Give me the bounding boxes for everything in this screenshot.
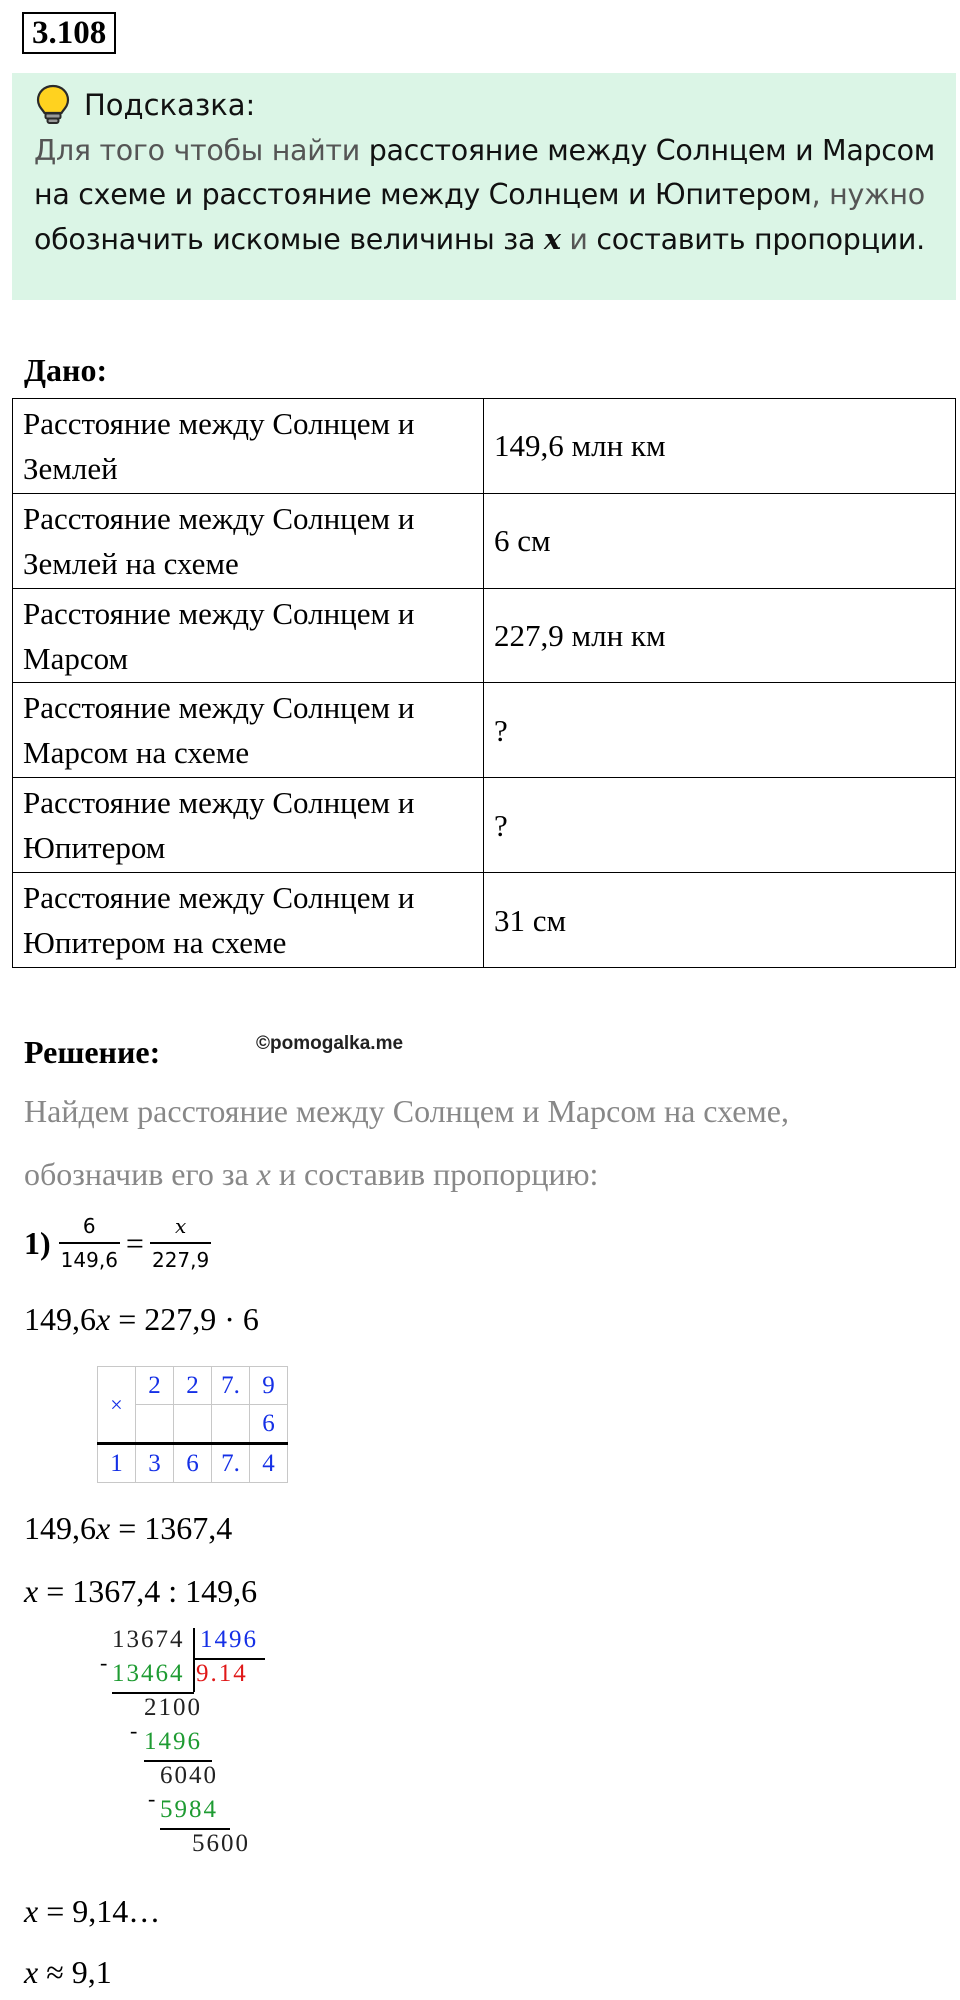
intro-variable: x (256, 1156, 271, 1192)
equation-line (24, 1954, 112, 1991)
mult-digit: 2 (174, 1367, 212, 1405)
mult-digit (174, 1405, 212, 1444)
equation-line (24, 1510, 232, 1547)
equation-variable: x (24, 1893, 39, 1929)
given-quantity: Расстояние между Солнцем и Землей на схеме (13, 493, 484, 588)
equation-variable: x (24, 1573, 39, 1609)
hint-header (24, 83, 944, 127)
mult-digit: 9 (250, 1367, 288, 1405)
dividend: 13674 (112, 1626, 185, 1653)
minus-sign: - (148, 1786, 156, 1811)
equation-line (24, 1573, 257, 1610)
hint-text-emphasis: обозначить искомые величины за (34, 223, 544, 256)
table-row (13, 683, 956, 778)
given-label: Дано: (24, 352, 108, 388)
equals-sign: = (125, 1224, 144, 1261)
given-table (12, 398, 956, 968)
equation-variable: x (24, 1954, 39, 1990)
watermark: ©pomogalka.me (256, 1033, 404, 1054)
subtrahend: 1496 (144, 1728, 202, 1755)
equation-variable: x (96, 1301, 111, 1337)
minus-sign: - (130, 1718, 138, 1743)
equation-text: = 227,9 · 6 (110, 1301, 259, 1337)
given-quantity: Расстояние между Солнцем и Юпитером на схеме (13, 873, 484, 968)
hint-text-part: , нужно (811, 178, 925, 211)
given-quantity: Расстояние между Солнцем и Марсом (13, 588, 484, 683)
mult-digit: 6 (174, 1444, 212, 1483)
given-value: 227,9 млн км (484, 588, 956, 683)
equation-variable: x (96, 1510, 111, 1546)
mult-digit: 2 (136, 1367, 174, 1405)
equation-text: ≈ 9,1 (38, 1954, 112, 1990)
mult-result-row (98, 1444, 288, 1483)
fraction-right (150, 1214, 211, 1272)
fraction-denominator: 149,6 (60, 1248, 118, 1272)
table-row (13, 873, 956, 968)
equation-text: = 9,14… (38, 1893, 161, 1929)
mult-digit: 7. (212, 1367, 250, 1405)
hint-box (12, 73, 956, 300)
given-value: 6 см (484, 493, 956, 588)
remainder: 5600 (192, 1830, 250, 1857)
mult-row (98, 1367, 288, 1405)
hint-variable: x (543, 222, 561, 256)
multiply-sign: × (98, 1367, 136, 1444)
solution-intro-line: Найдем расстояние между Солнцем и Марсом на схеме, (24, 1093, 789, 1129)
fraction-numerator: x (150, 1214, 211, 1244)
remainder: 6040 (160, 1762, 218, 1789)
hint-text-emphasis: расстояние между Солнцем и Марсом на схеме и расстояние между Солнцем и Юпитером (34, 134, 935, 211)
mult-digit: 1 (98, 1444, 136, 1483)
fraction-numerator: 6 (59, 1214, 120, 1244)
intro-text: и составив пропорцию: (270, 1156, 599, 1192)
divisor: 1496 (200, 1626, 258, 1653)
hint-text (34, 129, 944, 262)
hint-text-part: Для того чтобы найти (34, 134, 369, 167)
mult-digit: 7. (212, 1444, 250, 1483)
division-bracket (193, 1628, 195, 1692)
intro-text: обозначив его за (24, 1156, 257, 1192)
solution-label: Решение: (24, 1034, 161, 1070)
given-quantity: Расстояние между Солнцем и Марсом на схеме (13, 683, 484, 778)
task-number: 3.108 (22, 12, 116, 54)
lightbulb-icon (36, 84, 70, 126)
given-quantity: Расстояние между Солнцем и Землей (13, 399, 484, 494)
hint-text-emphasis: составить пропорции (596, 223, 917, 256)
proportion-equation (24, 1214, 211, 1272)
given-value: 31 см (484, 873, 956, 968)
given-value: 149,6 млн км (484, 399, 956, 494)
quotient: 9.14 (196, 1660, 248, 1687)
remainder: 2100 (144, 1694, 202, 1721)
fraction-left (59, 1214, 120, 1272)
table-row (13, 588, 956, 683)
given-value: ? (484, 778, 956, 873)
mult-digit (136, 1405, 174, 1444)
table-row (13, 778, 956, 873)
hint-text-part: и (560, 223, 597, 256)
hint-title: Подсказка: (84, 88, 256, 122)
multiplication-table (97, 1366, 288, 1483)
equation-line (24, 1893, 160, 1930)
given-value: ? (484, 683, 956, 778)
solution-intro-line (24, 1156, 598, 1193)
equation-text: 149,6 (24, 1510, 96, 1546)
hint-text-part: . (916, 223, 925, 256)
mult-digit: 6 (250, 1405, 288, 1444)
mult-digit: 3 (136, 1444, 174, 1483)
subtrahend: 5984 (160, 1796, 218, 1823)
table-row (13, 399, 956, 494)
table-row (13, 493, 956, 588)
equation-line (24, 1301, 259, 1338)
given-quantity: Расстояние между Солнцем и Юпитером (13, 778, 484, 873)
fraction-denominator: 227,9 (151, 1248, 210, 1272)
step-number: 1) (24, 1224, 51, 1261)
minus-sign: - (100, 1650, 108, 1675)
equation-text: 149,6 (24, 1301, 96, 1337)
equation-text: = 1367,4 (110, 1510, 233, 1546)
equation-text: = 1367,4 : 149,6 (38, 1573, 258, 1609)
mult-digit (212, 1405, 250, 1444)
mult-digit: 4 (250, 1444, 288, 1483)
subtrahend: 13464 (112, 1660, 185, 1687)
